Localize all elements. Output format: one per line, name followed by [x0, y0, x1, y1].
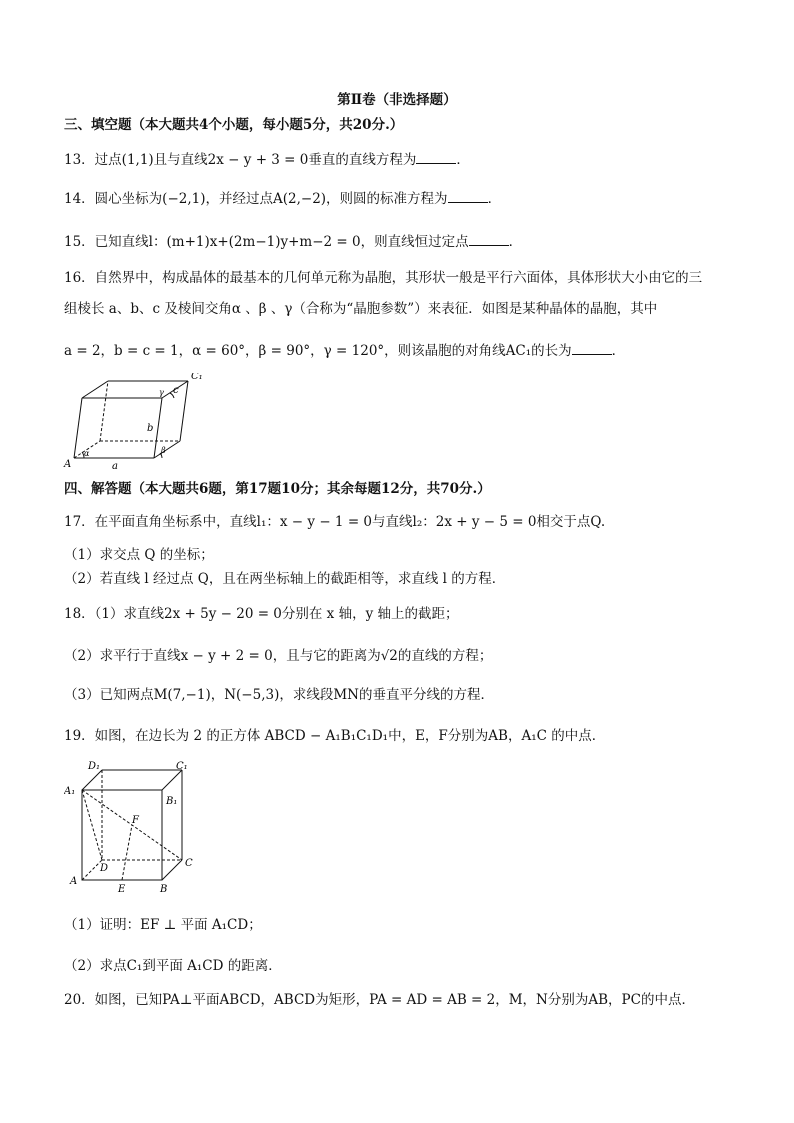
crystal-cell-figure	[62, 373, 212, 471]
question-15: 15．已知直线l：(m+1)x+(2m−1)y+m−2 = 0，则直线恒过定点 ．	[64, 234, 523, 250]
question-18-part-1: 18．（1）求直线2x + 5y − 20 = 0分别在 x 轴，y 轴上的截距；	[64, 606, 459, 622]
label-B1: B₁	[166, 796, 178, 807]
question-13-text: 13．过点(1,1)且与直线2x − y + 3 = 0垂直的直线方程为	[64, 152, 417, 168]
question-18-part-2: （2）求平行于直线x − y + 2 = 0，且与它的距离为√2的直线的方程；	[64, 648, 493, 664]
label-F: F	[132, 815, 139, 826]
question-18-part-3: （3）已知两点M(7,−1)，N(−5,3)，求线段MN的垂直平分线的方程．	[64, 687, 494, 703]
question-17: 17．在平面直角坐标系中，直线l₁：x − y − 1 = 0与直线l₂：2x + y − 5 = 0相交于点Q.	[64, 514, 606, 530]
label-A: A	[64, 459, 72, 470]
label-B: B	[160, 884, 168, 895]
label-b: b	[147, 423, 154, 434]
label-C1: C₁	[191, 373, 203, 382]
question-19-part-2: （2）求点C₁到平面 A₁CD 的距离．	[64, 958, 282, 974]
question-14: 14．圆心坐标为(−2,1)，并经过点A(2,−2)，则圆的标准方程为 ．	[64, 191, 502, 207]
answer-blank	[448, 190, 488, 203]
label-a: a	[112, 461, 118, 471]
part4-header: 四、解答题（本大题共6题，第17题10分；其余每题12分，共70分.）	[64, 481, 491, 497]
question-17-part-2: （2）若直线 l 经过点 Q，且在两坐标轴上的截距相等，求直线 l 的方程．	[64, 571, 506, 587]
question-19: 19．如图，在边长为 2 的正方体 ABCD − A₁B₁C₁D₁中，E，F分别为AB，A₁C 的中点．	[64, 728, 606, 744]
question-19-part-1: （1）证明：EF ⊥ 平面 A₁CD；	[64, 917, 262, 933]
label-D1: D₁	[88, 761, 101, 772]
question-14-text: 14．圆心坐标为(−2,1)，并经过点A(2,−2)，则圆的标准方程为	[64, 191, 448, 207]
answer-blank	[416, 151, 456, 164]
label-alpha: α	[84, 449, 90, 458]
label-A1: A₁	[64, 786, 76, 797]
question-16-line-3: a = 2，b = c = 1，α = 60°，β = 90°，γ = 120°，则该晶胞的对角线AC₁的长为 ．	[64, 343, 626, 359]
label-c: c	[173, 385, 179, 396]
question-16-line-2: 组棱长 a、b、c 及棱间交角α 、β 、γ（合称为“晶胞参数”）来表征．如图是某种晶体的晶胞，其中	[64, 301, 658, 317]
part3-header: 三、填空题（本大题共4个小题，每小题5分，共20分.）	[64, 117, 404, 133]
question-17-part-1: （1）求交点 Q 的坐标；	[64, 547, 214, 563]
label-beta: β	[161, 446, 166, 455]
question-15-text: 15．已知直线l：(m+1)x+(2m−1)y+m−2 = 0，则直线恒过定点	[64, 234, 469, 250]
question-16-text: a = 2，b = c = 1，α = 60°，β = 90°，γ = 120°，则该晶胞的对角线AC₁的长为	[64, 343, 572, 359]
question-20: 20．如图，已知PA⊥平面ABCD，ABCD为矩形，PA = AD = AB = 2，M，N分别为AB，PC的中点．	[64, 992, 695, 1008]
label-D: D	[100, 863, 109, 874]
label-C: C	[185, 858, 193, 869]
cube-figure	[64, 760, 194, 896]
question-13: 13．过点(1,1)且与直线2x − y + 3 = 0垂直的直线方程为 ．	[64, 152, 470, 168]
label-A: A	[70, 876, 78, 887]
answer-blank	[469, 233, 509, 246]
label-C1: C₁	[176, 761, 188, 772]
section-title: 第Ⅱ卷（非选择题）	[337, 92, 457, 108]
answer-blank	[572, 342, 612, 355]
label-gamma: γ	[159, 388, 164, 397]
question-16-line-1: 16．自然界中，构成晶体的最基本的几何单元称为晶胞，其形状一般是平行六面体，具体形状大小由它的三	[64, 270, 703, 286]
label-E: E	[118, 884, 126, 895]
